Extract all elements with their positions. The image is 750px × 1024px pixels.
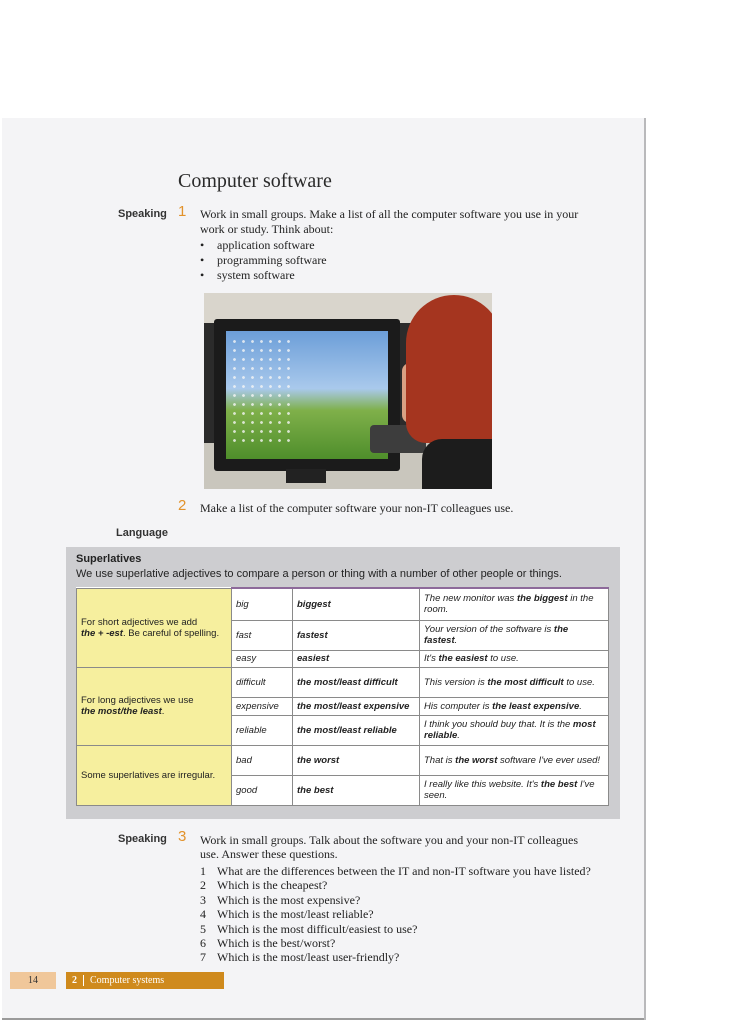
adjective-cell: difficult <box>232 667 293 697</box>
page-number: 14 <box>10 972 56 989</box>
superlatives-intro: We use superlative adjectives to compare a person or thing with a number of other people or things. <box>76 568 562 580</box>
adjective-cell: good <box>232 775 293 805</box>
section1-label: Speaking <box>118 208 167 220</box>
unit-tab <box>66 972 224 989</box>
example-cell: The new monitor was the biggest in the room. <box>420 588 609 620</box>
person-at-computer-photo <box>204 293 492 489</box>
section1-number: 1 <box>178 203 187 220</box>
superlative-cell: the most/least reliable <box>293 715 420 745</box>
adjective-cell: bad <box>232 745 293 775</box>
adjective-cell: easy <box>232 650 293 667</box>
adjective-cell: reliable <box>232 715 293 745</box>
section3-number: 3 <box>178 828 187 845</box>
bullet-item: • programming software <box>200 253 327 268</box>
table-row <box>77 588 609 620</box>
example-cell: That is the worst software I've ever used! <box>420 745 609 775</box>
section3-text-line1: Work in small groups. Talk about the software you and your non-IT colleagues <box>200 833 578 847</box>
superlatives-box <box>66 547 620 819</box>
section3-label: Speaking <box>118 833 167 845</box>
rule-cell: For short adjectives we add the + -est. Be careful of spelling. <box>77 588 232 667</box>
superlative-cell: the most/least difficult <box>293 667 420 697</box>
person-image <box>406 295 492 443</box>
example-cell: Your version of the software is the fastest. <box>420 620 609 650</box>
bullet-item: • application software <box>200 238 327 253</box>
adjective-cell: expensive <box>232 697 293 715</box>
superlative-cell: the most/least expensive <box>293 697 420 715</box>
section1-text-line2: work or study. Think about: <box>200 222 334 236</box>
superlative-cell: the worst <box>293 745 420 775</box>
question-item: 7 Which is the most/least user-friendly? <box>200 950 400 965</box>
example-cell: I think you should buy that. It is the most reliable. <box>420 715 609 745</box>
example-cell: His computer is the least expensive. <box>420 697 609 715</box>
superlative-cell: easiest <box>293 650 420 667</box>
superlative-cell: fastest <box>293 620 420 650</box>
unit-number: 2 <box>66 975 84 986</box>
question-item: 3 Which is the most expensive? <box>200 892 361 907</box>
page-edge <box>2 1018 644 1020</box>
section2-text: Make a list of the computer software your non-IT colleagues use. <box>200 501 514 515</box>
unit-title: Computer systems <box>90 975 165 986</box>
adjective-cell: big <box>232 588 293 620</box>
superlative-cell: biggest <box>293 588 420 620</box>
section1-text-line1: Work in small groups. Make a list of all the computer software you use in your <box>200 207 579 221</box>
question-item: 5 Which is the most difficult/easiest to use? <box>200 921 418 936</box>
example-cell: I really like this website. It's the best I've seen. <box>420 775 609 805</box>
bullet-item: • system software <box>200 268 327 283</box>
rule-cell: For long adjectives we use the most/the least. <box>77 667 232 745</box>
adjective-cell: fast <box>232 620 293 650</box>
section3-text-line2: use. Answer these questions. <box>200 847 338 861</box>
example-cell: This version is the most difficult to use. <box>420 667 609 697</box>
section2-number: 2 <box>178 497 187 514</box>
superlative-cell: the best <box>293 775 420 805</box>
table-row <box>77 745 609 775</box>
question-list <box>200 864 591 965</box>
question-item: 4 Which is the most/least reliable? <box>200 907 374 922</box>
language-label: Language <box>116 527 168 539</box>
question-item: 6 Which is the best/worst? <box>200 936 336 951</box>
page-title: Computer software <box>178 170 332 192</box>
software-bullet-list <box>200 238 327 283</box>
superlatives-heading: Superlatives <box>76 553 142 565</box>
table-row <box>77 667 609 697</box>
question-item: 2 Which is the cheapest? <box>200 878 328 893</box>
superlatives-table <box>76 587 609 806</box>
rule-cell: Some superlatives are irregular. <box>77 745 232 805</box>
question-item: 1 What are the differences between the IT and non-IT software you have listed? <box>200 864 591 878</box>
example-cell: It's the easiest to use. <box>420 650 609 667</box>
